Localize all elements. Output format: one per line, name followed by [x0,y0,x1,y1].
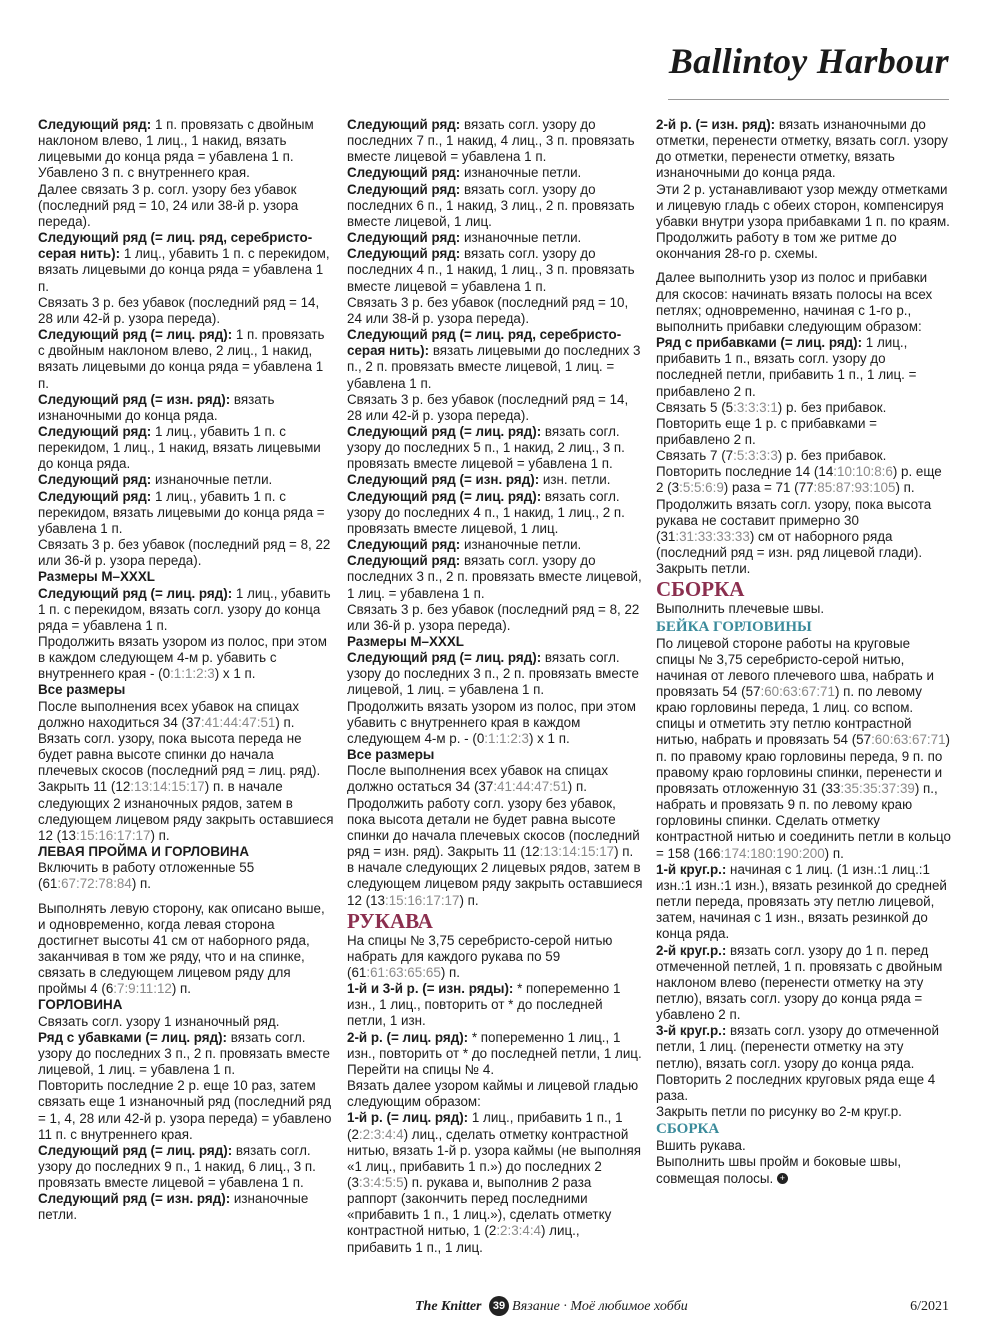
instruction-paragraph: Следующий ряд (= лиц. ряд): вязать согл. узору до последних 9 п., 1 накид, 6 лиц., 3 п. провязать вместе лицевой = убавлена 1 п. [38,1142,316,1191]
instruction-paragraph: 2-й круг.р.: вязать согл. узору до 1 п. перед отмеченной петлей, 1 п. провязать с двойным наклоном влево (перенести отметку на эту петлю), вязать согл. узору до конца ряда = убавлено 2 п. [656,942,943,1023]
instruction-paragraph: Продолжить вязать узором из полос, при этом убавить с внутреннего края в каждом следующем 4-м р. - (0:1:1:2:3) х 1 п. [347,698,636,746]
instruction-paragraph: Выполнять левую сторону, как описано выше, и одновременно, когда левая сторона достигнет высоты 41 см от наборного ряда, заканчивая в том же ряду, что и на спинке, связать в следующем лицевом ряду для проймы 4 (6:7:9:11:12) п. [38,900,325,997]
instruction-paragraph: Следующий ряд: вязать согл. узору до последних 4 п., 1 накид, 1 лиц., 3 п. провязать вместе лицевой = убавлена 1 п. [347,246,635,294]
instruction-paragraph: 3-й круг.р.: вязать согл. узору до отмеченной петли, 1 лиц. (перенести отметку на эту петлю), вязать согл. узору до конца ряда. Повторить 2 последних круговых ряда еще 4 раза. [656,1023,939,1103]
page-number: 39 [489,1296,509,1316]
instruction-paragraph: Связать согл. узору 1 изнаночный ряд. [38,1013,280,1029]
instruction-paragraph: Закрыть 11 (12:13:14:15:17) п. в начале следующих 2 изнаночных рядов, затем в следующем лицевом ряду закрыть оставшиеся 12 (13:15:16:17:17) п. [38,779,334,843]
section-heading: ЛЕВАЯ ПРОЙМА И ГОРЛОВИНА [38,844,250,860]
instruction-paragraph: Следующий ряд: изнаночные петли. [347,537,582,553]
instruction-paragraph: После выполнения всех убавок на спицах должно остаться 34 (37:41:44:47:51) п. [347,763,609,795]
instruction-paragraph: Продолжить вязать узором из полос, при этом в каждом следующем 4-м р. убавить с внутреннего края - (0:1:1:2:3) х 1 п. [38,634,327,682]
instruction-paragraph: Повторить последние 14 (14:10:10:8:6) р. еще 2 (3:5:5:6:9) раза = 71 (77:85:87:93:105) п. [656,464,942,496]
instruction-paragraph: После выполнения всех убавок на спицах должно находиться 34 (37:41:44:47:51) п. [38,698,300,730]
instruction-paragraph: Включить в работу отложенные 55 (61:67:72:78:84) п. [38,860,255,892]
instruction-paragraph: Связать 5 (5:3:3:3:1) р. без прибавок. [656,399,887,415]
instruction-paragraph: 2-й р. (= изн. ряд): вязать изнаночными до отметки, перенести отметку, вязать согл. узору до отметки, перенести отметку, вязать изнаночными до конца ряда. [656,117,948,181]
instruction-paragraph: Следующий ряд: изнаночные петли. [38,472,273,488]
instruction-paragraph: Следующий ряд (= лиц. ряд): 1 п. провязать с двойным наклоном влево, 2 лиц., 1 накид, вязать лицевыми до конца ряда = убавлена 1 п. [38,327,325,391]
subsection-title: БЕЙКА ГОРЛОВИНЫ [656,618,812,635]
instruction-paragraph: Размеры M–XXXL [347,634,464,649]
instruction-paragraph: Эти 2 р. устанавливают узор между отметками и лицевую гладь с обеих сторон, компенсируя убавки внутри узора прибавками 1 п. по краям. Продолжить работу в том же ритме до окончания 28-го р. схемы. [656,181,950,262]
issue-number: 6/2021 [910,1299,949,1314]
instruction-paragraph: Следующий ряд (= изн. ряд): изн. петли. [347,472,611,488]
instruction-paragraph: Далее связать 3 р. согл. узору без убавок (последний ряд = 10, 24 или 38-й р. узора переда). [38,181,299,229]
instruction-paragraph: Связать 3 р. без убавок (последний ряд = 14, 28 или 42-й р. узора переда). [347,391,629,423]
section-title: СБОРКА [656,577,745,602]
instruction-paragraph: Следующий ряд (= лиц. ряд, серебристо-серая нить): 1 лиц., убавить 1 п. с перекидом, вязать лицевыми до конца ряда = убавлена 1 п. [38,230,330,294]
instruction-paragraph: Следующий ряд (= лиц. ряд): вязать согл. узору до последних 4 п., 1 накид, 1 лиц., 2 п. провязать вместе лицевой, 1 лиц. [347,488,625,536]
instruction-paragraph: По лицевой стороне работы на круговые спицы № 3,75 серебристо-серой нитью, начиная от левого плечевого шва, набрать и провязать 54 (57:60:63:67:71) п. по левому краю горловины переда, 1 лиц. со вспом. спицы и отметить эту петлю контрастной нитью, набрать и провязать 54 (57:60:63:67:71) п. по правому краю горловины переда, 9 п. по правому краю горловины спинки, перенести и провязать отложенную 31 (33:35:35:37:39) п., набрать и провязать 9 п. по левому краю горловины спинки. Сделать отметку контрастной нитью и соединить петли в кольцо = 158 (166:174:180:190:200) п. [656,635,951,861]
magazine-name: The Knitter [415,1299,482,1314]
instruction-paragraph: Следующий ряд (= лиц. ряд): 1 лиц., убавить 1 п. с перекидом, вязать согл. узору до конца ряда = убавлена 1 п. [38,585,331,633]
instruction-paragraph: Ряд с убавками (= лиц. ряд): вязать согл. узору до последних 3 п., 2 п. провязать вместе лицевой, 1 лиц. = убавлена 1 п. [38,1029,330,1078]
instruction-paragraph: Следующий ряд: вязать согл. узору до последних 6 п., 1 накид, 3 лиц., 2 п. провязать вместе лицевой, 1 лиц. [347,181,635,229]
subsection-title: СБОРКА [656,1121,720,1138]
instruction-paragraph: Следующий ряд (= изн. ряд): вязать изнаночными до конца ряда. [38,391,275,423]
instruction-paragraph: Размеры M–XXXL [38,569,155,585]
instruction-paragraph: Следующий ряд: 1 лиц., убавить 1 п. с перекидом, вязать лицевыми до конца ряда = убавлена 1 п. [38,488,325,536]
section-heading: ГОРЛОВИНА [38,997,123,1013]
text-column-2 [347,117,643,1256]
instruction-paragraph: Следующий ряд (= лиц. ряд): вязать согл. узору до последних 5 п., 1 накид, 2 лиц., 3 п. провязать вместе лицевой = убавлена 1 п. [347,423,625,472]
instruction-paragraph: Следующий ряд: 1 лиц., убавить 1 п. с перекидом, 1 лиц., 1 накид, вязать лицевыми до конца ряда. [38,423,321,472]
instruction-paragraph: Следующий ряд: вязать согл. узору до последних 7 п., 1 накид, 4 лиц., 3 п. провязать вместе лицевой = убавлена 1 п. [347,117,635,165]
instruction-paragraph: Следующий ряд (= лиц. ряд, серебристо-серая нить): вязать лицевыми до последних 3 п., 2 п. провязать вместе лицевой, 1 лиц. = убавлена 1 п. [347,327,641,391]
instruction-paragraph: Ряд с прибавками (= лиц. ряд): 1 лиц., прибавить 1 п., вязать согл. узору до последней петли, прибавить 1 п., 1 лиц. = прибавлено 2 п. [656,335,917,399]
instruction-paragraph: Выполнить швы пройм и боковые швы, совмещая полосы. + [656,1154,902,1186]
instruction-paragraph: Следующий ряд (= изн. ряд): изнаночные петли. [38,1191,309,1223]
instruction-paragraph: Следующий ряд: 1 п. провязать с двойным наклоном влево, 1 лиц., 1 накид, вязать лицевыми до конца ряда = убавлена 1 п. Убавлено 3 п. с внутреннего края. [38,117,314,181]
instruction-paragraph: Связать 3 р. без убавок (последний ряд = 10, 24 или 38-й р. узора переда). [347,294,629,326]
instruction-paragraph: Вшить рукава. [656,1138,746,1154]
instruction-paragraph: Все размеры [347,747,435,763]
text-column-1 [38,117,334,1224]
text-column-3 [656,117,952,1187]
instruction-paragraph: 1-й р. (= лиц. ряд): 1 лиц., прибавить 1 п., 1 (2:2:3:4:4) лиц., сделать отметку контрастной нитью, вязать 1-й р. узора каймы (не выполняя «1 лиц., прибавить 1 п.») до последних 2 (3:3:4:5:5) п. рукава и, выполнив 2 раза раппорт (закончить перед последними «прибавить 1 п., 1 лиц.»), сделать отметку контрастной нитью, 1 (2:2:3:4:4) лиц., прибавить 1 п., 1 лиц. [347,1110,642,1255]
instruction-paragraph: Следующий ряд: изнаночные петли. [347,230,582,246]
instruction-paragraph: Следующий ряд (= лиц. ряд): вязать согл. узору до последних 3 п., 2 п. провязать вместе лицевой, 1 лиц. = убавлена 1 п. [347,650,639,698]
instruction-paragraph: Следующий ряд: вязать согл. узору до последних 3 п., 2 п. провязать вместе лицевой, 1 лиц. = убавлена 1 п. [347,553,642,601]
instruction-paragraph: Продолжить работу согл. узору без убавок, пока высота детали не будет равна высоте спинки до начала плечевых скосов (последний ряд = изн. ряд). Закрыть 11 (12:13:14:15:17) п. в начале следующих 2 лицевых рядов, затем в следующем лицевом ряду закрыть оставшиеся 12 (13:15:16:17:17) п. [347,795,643,908]
instruction-paragraph: Все размеры [38,682,126,698]
end-mark-icon: + [777,1173,788,1184]
instruction-paragraph: Повторить последние 2 р. еще 10 раз, затем связать еще 1 изнаночный ряд (последний ряд = 1, 4, 28 или 42-й р. узора переда) = убавлено 11 п. с внутреннего края. [38,1078,332,1142]
page-footer [0,1296,997,1320]
instruction-paragraph: Закрыть петли. [656,561,751,577]
instruction-paragraph: Вязать далее узором каймы и лицевой гладью следующим образом: [347,1078,639,1110]
title-rule [668,99,949,100]
instruction-paragraph: 2-й р. (= лиц. ряд): * попеременно 1 лиц., 1 изн., повторить от * до последней петли, 1 лиц. Перейти на спицы № 4. [347,1029,642,1077]
instruction-paragraph: 1-й и 3-й р. (= изн. ряды): * попеременно 1 изн., 1 лиц., повторить от * до последней петли, 1 изн. [347,981,621,1029]
instruction-paragraph: Вязать согл. узору, пока высота переда не будет равна высоте спинки до начала плечевых скосов (последний ряд = лиц. ряд). [38,730,321,779]
section-title: РУКАВА [347,908,433,933]
instruction-paragraph: Выполнить плечевые швы. [656,601,825,617]
instruction-paragraph: На спицы № 3,75 серебристо-серой нитью набрать для каждого рукава по 59 (61:61:63:65:65) п. [347,932,613,980]
page-title: Ballintoy Harbour [668,41,949,81]
instruction-paragraph: Связать 3 р. без убавок (последний ряд = 8, 22 или 36-й р. узора переда). [347,601,640,633]
instruction-paragraph: Повторить еще 1 р. с прибавками = прибавлено 2 п. [656,415,877,447]
instruction-paragraph: Связать 3 р. без убавок (последний ряд = 8, 22 или 36-й р. узора переда). [38,537,331,569]
instruction-paragraph: Связать 7 (7:5:3:3:3) р. без прибавок. [656,448,887,464]
instruction-paragraph: Следующий ряд: изнаночные петли. [347,165,582,181]
instruction-paragraph: Далее выполнить узор из полос и прибавки для скосов: начинать вязать полосы на всех петлях; одновременно, начиная с 1-го р., выполнить прибавки следующим образом: [656,270,933,334]
instruction-paragraph: Продолжить вязать согл. узору, пока высота рукава не составит примерно 30 (31:31:33:33:33) см от наборного ряда (последний ряд = изн. ряд лицевой глади). [656,496,932,561]
instruction-paragraph: 1-й круг.р.: начиная с 1 лиц. (1 изн.:1 лиц.:1 изн.:1 изн.:1 изн.), вязать резинкой до средней петли переда, провязать эту петлю лицевой, затем, начиная с 1 изн., вязать резинкой до конца ряда. [656,861,947,942]
instruction-paragraph: Связать 3 р. без убавок (последний ряд = 14, 28 или 42-й р. узора переда). [38,294,320,326]
magazine-subtitle: Вязание · Моё любимое хобби [512,1299,688,1314]
instruction-paragraph: Закрыть петли по рисунку во 2-м круг.р. [656,1104,902,1120]
